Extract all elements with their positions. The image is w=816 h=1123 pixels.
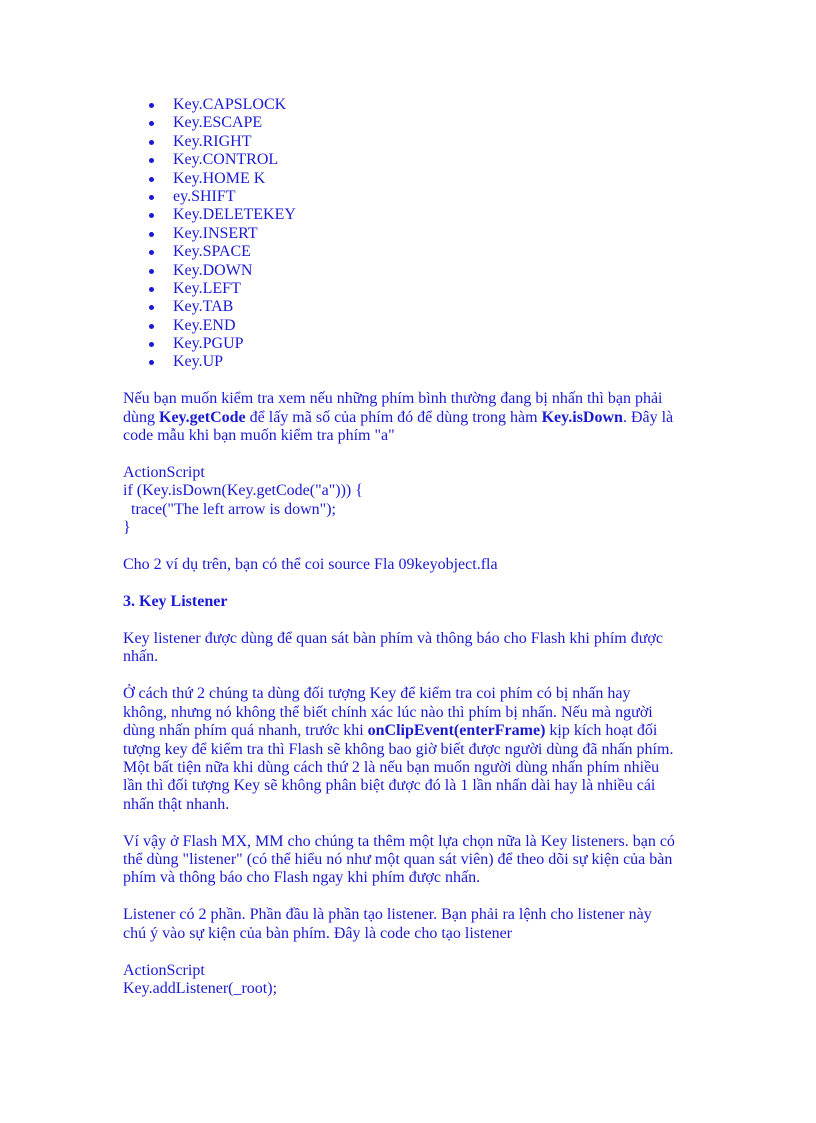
bullet-icon xyxy=(149,158,154,163)
paragraph-getcode xyxy=(123,390,703,445)
list-item: Key.TAB xyxy=(149,298,729,316)
list-item: Key.LEFT xyxy=(149,280,729,298)
paragraph-line: nhấn thật nhanh. xyxy=(123,795,230,813)
bullet-icon xyxy=(149,305,154,310)
list-item: Key.RIGHT xyxy=(149,133,729,151)
key-constant-list xyxy=(149,96,729,372)
bullet-icon xyxy=(149,342,154,347)
list-item: Key.INSERT xyxy=(149,225,729,243)
paragraph-line: không, nhưng nó không thể biết chính xác lúc nào thì phím bị nhấn. Nếu mà người xyxy=(123,703,653,721)
code-line: trace("The left arrow is down"); xyxy=(123,500,336,518)
paragraph-line: Nếu bạn muốn kiểm tra xem nếu những phím bình thường đang bị nhấn thì bạn phải xyxy=(123,390,663,408)
paragraph-listener-parts xyxy=(123,906,703,943)
paragraph-source-file: Cho 2 ví dụ trên, bạn có thể coi source Fla 09keyobject.fla xyxy=(123,556,498,574)
code-block-isdown xyxy=(123,464,703,538)
paragraph-line: tượng key để kiểm tra thì Flash sẽ không bao giờ biết được người dùng đã nhấn phím. xyxy=(123,740,674,758)
list-item: Key.PGUP xyxy=(149,335,729,353)
paragraph-line: Key listener được dùng để quan sát bàn phím và thông báo cho Flash khi phím được xyxy=(123,630,663,648)
paragraph-line: phím và thông báo cho Flash ngay khi phím được nhấn. xyxy=(123,869,481,887)
code-block-addlistener xyxy=(123,962,703,999)
bullet-icon xyxy=(149,324,154,329)
list-item: Key.SPACE xyxy=(149,243,729,261)
paragraph-line: nhấn. xyxy=(123,648,159,666)
paragraph-line: dùng Key.getCode để lấy mã số của phím đó để dùng trong hàm Key.isDown. Đây là xyxy=(123,408,674,426)
bullet-icon xyxy=(149,177,154,182)
code-line: Key.addListener(_root); xyxy=(123,980,278,998)
bullet-icon xyxy=(149,213,154,218)
paragraph-listener-intro xyxy=(123,630,703,667)
code-line: } xyxy=(123,519,131,537)
list-item: Key.CONTROL xyxy=(149,151,729,169)
inline-code-getcode: Key.getCode xyxy=(159,408,246,426)
paragraph-line: dùng nhấn phím quá nhanh, trước khi onClipEvent(enterFrame) kịp kích hoạt đối xyxy=(123,722,658,740)
list-item: Key.DOWN xyxy=(149,262,729,280)
paragraph-line: Ở cách thứ 2 chúng ta dùng đối tượng Key để kiểm tra coi phím có bị nhấn hay xyxy=(123,685,631,703)
list-item: Key.END xyxy=(149,317,729,335)
paragraph-method-2 xyxy=(123,685,703,814)
paragraph-line: Ví vậy ở Flash MX, MM cho chúng ta thêm một lựa chọn nữa là Key listeners. bạn có xyxy=(123,832,675,850)
inline-code-isdown: Key.isDown xyxy=(541,408,623,426)
paragraph-line: lần thì đối tượng Key sẽ không phân biệt được đó là 1 lần nhấn dài hay là nhiều cái xyxy=(123,777,656,795)
bullet-icon xyxy=(149,121,154,126)
paragraph-line: chú ý vào sự kiện của bàn phím. Đây là code cho tạo listener xyxy=(123,924,512,942)
document-page xyxy=(123,96,703,999)
paragraph-flash-mx xyxy=(123,833,703,888)
paragraph-line: thể dùng "listener" (có thể hiểu nó như một quan sát viên) để theo dõi sự kiện của bàn xyxy=(123,851,673,869)
bullet-icon xyxy=(149,140,154,145)
bullet-icon xyxy=(149,103,154,108)
inline-code-onclipevent: onClipEvent(enterFrame) xyxy=(367,722,546,740)
bullet-icon xyxy=(149,287,154,292)
code-label: ActionScript xyxy=(123,464,205,482)
bullet-icon xyxy=(149,195,154,200)
list-item: Key.UP xyxy=(149,353,729,371)
paragraph-line: Listener có 2 phần. Phần đầu là phần tạo listener. Bạn phải ra lệnh cho listener này xyxy=(123,906,652,924)
code-label: ActionScript xyxy=(123,961,205,979)
paragraph-line: code mẫu khi bạn muốn kiểm tra phím "a" xyxy=(123,427,395,445)
bullet-icon xyxy=(149,360,154,365)
list-item: Key.DELETEKEY xyxy=(149,206,729,224)
code-line: if (Key.isDown(Key.getCode("a"))) { xyxy=(123,482,363,500)
list-item: ey.SHIFT xyxy=(149,188,729,206)
list-item: Key.ESCAPE xyxy=(149,114,729,132)
bullet-icon xyxy=(149,232,154,237)
bullet-icon xyxy=(149,250,154,255)
list-item: Key.CAPSLOCK xyxy=(149,96,729,114)
list-item: Key.HOME K xyxy=(149,170,729,188)
paragraph-line: Một bất tiện nữa khi dùng cách thứ 2 là nếu bạn muốn người dùng nhấn phím nhiều xyxy=(123,758,660,776)
bullet-icon xyxy=(149,269,154,274)
section-heading: 3. Key Listener xyxy=(123,593,228,611)
